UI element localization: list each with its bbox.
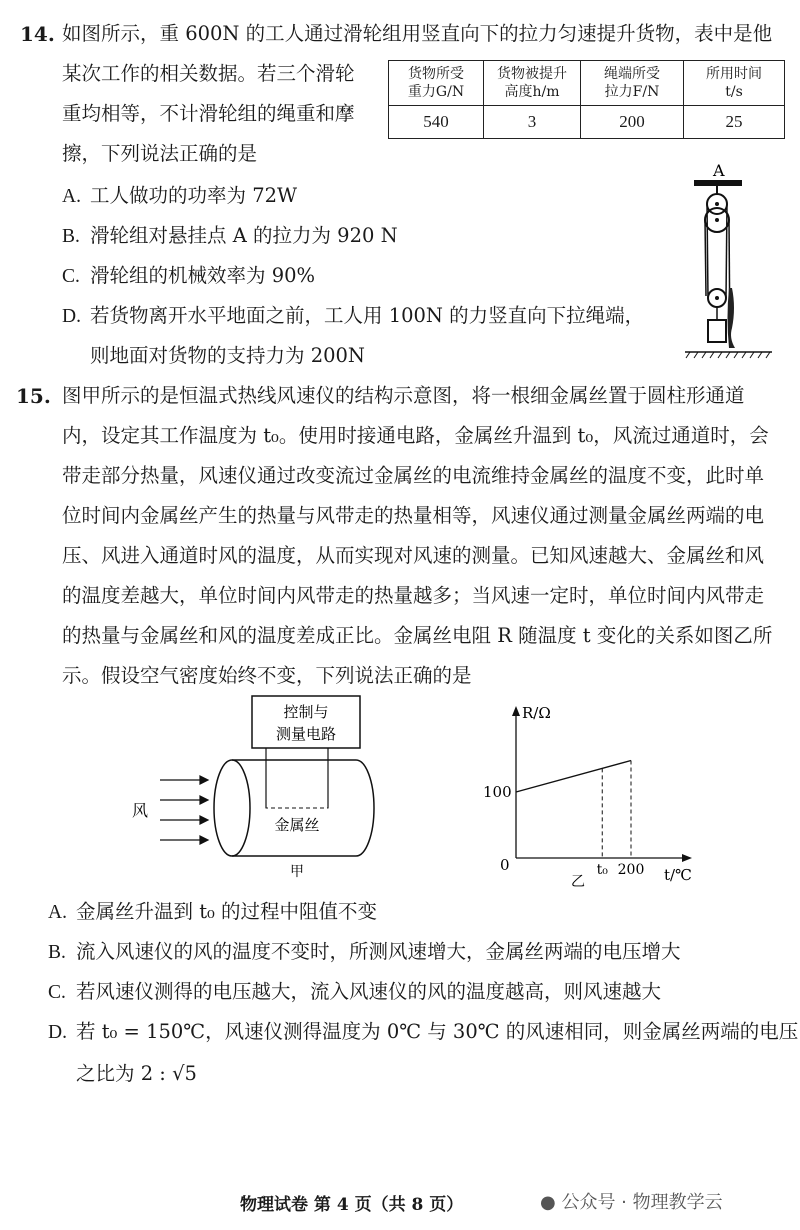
page-footer: 物理试卷 第 4 页（共 8 页）	[240, 1195, 464, 1215]
q15-line: 图甲所示的是恒温式热线风速仪的结构示意图，将一根细金属丝置于圆柱形通道	[62, 384, 745, 407]
y-axis-arrow	[512, 706, 520, 716]
q15-option-d[interactable]: D. 若 t₀ = 150℃，风速仪测得温度为 0℃ 与 30℃ 的风速相同，则金属丝两端的电压	[48, 1020, 799, 1043]
y-axis-label: R/Ω	[522, 704, 551, 722]
pulley-figure	[680, 158, 780, 363]
figure-jia	[120, 690, 410, 890]
q14-line4: 擦，下列说法正确的是	[62, 142, 258, 165]
q14-line1: 如图所示，重 600N 的工人通过滑轮组用竖直向下的拉力匀速提升货物，表中是他	[62, 22, 773, 45]
q15-line: 内，设定其工作温度为 t₀。使用时接通电路，金属丝升温到 t₀，风流过通道时，会	[62, 424, 769, 447]
watermark: ● 公众号 · 物理教学云	[540, 1192, 723, 1213]
origin-tick-label: 0	[500, 856, 510, 874]
x-axis-arrow	[682, 854, 692, 862]
figure-jia-caption: 甲	[290, 864, 304, 880]
worker-silhouette	[728, 288, 736, 348]
wire-label: 金属丝	[274, 816, 320, 834]
q15-option-b[interactable]: B. 流入风速仪的风的温度不变时，所测风速增大，金属丝两端的电压增大	[48, 940, 681, 963]
x-axis-label: t/℃	[664, 866, 692, 884]
table-header-cell: 绳端所受 拉力F/N	[581, 61, 684, 106]
q14-option-d[interactable]: D. 若货物离开水平地面之前，工人用 100N 的力竖直向下拉绳端，	[62, 304, 645, 327]
q14-line3: 重均相等，不计滑轮组的绳重和摩	[62, 102, 355, 125]
wind-arrows	[160, 776, 208, 844]
y-tick-label: 100	[483, 783, 512, 801]
table-header-cell: 货物所受 重力G/N	[389, 61, 484, 106]
table-cell: 200	[581, 106, 684, 139]
q15-line: 示。假设空气密度始终不变，下列说法正确的是	[62, 664, 472, 687]
q14-option-c[interactable]: C. 滑轮组的机械效率为 90%	[62, 264, 316, 287]
pulley-point-label: A	[713, 161, 725, 180]
x-tick-label-200: 200	[617, 862, 645, 878]
q15-line: 的热量与金属丝和风的温度差成正比。金属丝电阻 R 随温度 t 变化的关系如图乙所	[62, 624, 773, 647]
q15-line: 位时间内金属丝产生的热量与风带走的热量相等，风速仪通过测量金属丝两端的电	[62, 504, 765, 527]
q14-option-d-cont: 则地面对货物的支持力为 200N	[90, 344, 365, 367]
ceiling-beam	[694, 180, 742, 186]
figure-yi-chart	[478, 698, 708, 888]
axle	[715, 296, 719, 300]
figure-yi-caption: 乙	[571, 874, 585, 888]
q15-option-d-cont: 之比为 2 : √5	[76, 1062, 197, 1085]
x-tick-label-t0: t₀	[596, 862, 608, 878]
q15-option-c[interactable]: C. 若风速仪测得的电压越大，流入风速仪的风的温度越高，则风速越大	[48, 980, 662, 1003]
series-line	[516, 761, 631, 793]
wechat-icon: ●	[540, 1192, 556, 1213]
table-header-cell: 所用时间 t/s	[684, 61, 785, 106]
q15-number: 15.	[16, 384, 51, 408]
q15-line: 带走部分热量，风速仪通过改变流过金属丝的电流维持金属丝的温度不变，此时单	[62, 464, 765, 487]
cargo-box	[708, 320, 726, 342]
table-cell: 540	[389, 106, 484, 139]
q14-data-table	[388, 60, 785, 139]
table-cell: 3	[484, 106, 581, 139]
q14-line2: 某次工作的相关数据。若三个滑轮	[62, 62, 355, 85]
cylinder-end	[214, 760, 250, 856]
q14-option-a[interactable]: A. 工人做功的功率为 72W	[62, 184, 298, 207]
box-text-line2: 测量电路	[275, 725, 337, 743]
table-cell: 25	[684, 106, 785, 139]
ground-hatch	[686, 352, 770, 358]
q14-option-b[interactable]: B. 滑轮组对悬挂点 A 的拉力为 920 N	[62, 224, 398, 247]
wire-inside	[266, 778, 328, 808]
q14-number: 14.	[20, 22, 55, 46]
box-text-line1: 控制与	[283, 703, 329, 721]
upper-pulley	[705, 194, 729, 232]
q15-line: 压、风进入通道时风的温度，从而实现对风速的测量。已知风速越大、金属丝和风	[62, 544, 765, 567]
q15-line: 的温度差越大，单位时间内风带走的热量越多；当风速一定时，单位时间内风带走	[62, 584, 765, 607]
q15-option-a[interactable]: A. 金属丝升温到 t₀ 的过程中阻值不变	[48, 900, 378, 923]
wind-label: 风	[132, 801, 149, 820]
table-header-cell: 货物被提升 高度h/m	[484, 61, 581, 106]
